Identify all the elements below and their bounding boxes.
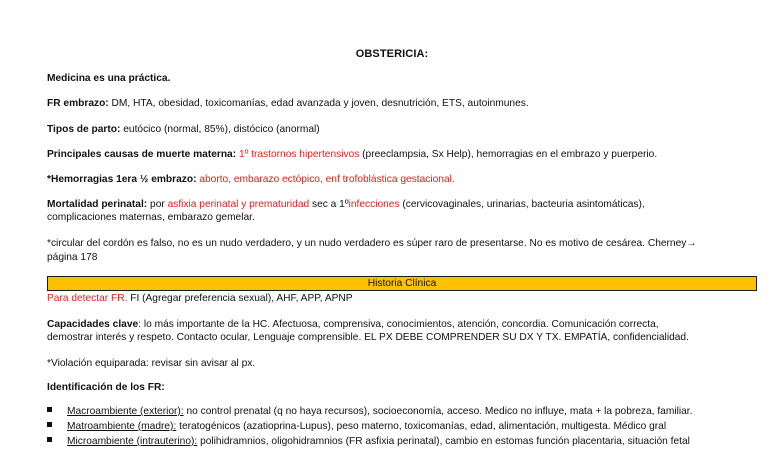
- paragraph-fr-embarazo: [47, 97, 747, 111]
- detectar-text: FI (Agregar preferencia sexual), AHF, APP, APNP: [127, 293, 353, 304]
- mort-label: Mortalidad perinatal:: [47, 199, 148, 210]
- capac-t1: : lo más importante de la HC. Afectuosa, comprensiva, conocimientos, atención, concordia. Comunicación correcta,: [138, 319, 659, 330]
- page-title: OBSTERICIA:: [355, 48, 429, 60]
- section-banner: Historia Clínica: [47, 276, 757, 291]
- bullet-text: polihidramnios, oligohidramnios (FR asfixia perinatal), cambio en estomas función placentaria, situación fetal: [197, 436, 690, 447]
- bullet-icon: [47, 407, 52, 412]
- bullet-text: no control prenatal (q no haya recursos), socioeconomía, acceso. Medico no influye, mata + la pobreza, familiar.: [183, 406, 693, 417]
- paragraph-mortalidad: [47, 198, 747, 212]
- bullet-label: Macroambiente (exterior):: [67, 406, 184, 417]
- paragraph-causas-muerte: [47, 148, 747, 162]
- list-item: [47, 435, 767, 449]
- paragraph-hemorragias: [47, 173, 747, 187]
- hemo-label: *Hemorragias 1era ½ embrazo:: [47, 174, 197, 185]
- paragraph-medicina: Medicina es una práctica.: [47, 73, 171, 84]
- detectar-red: Para detectar FR.: [47, 293, 128, 304]
- list-item: [47, 420, 767, 434]
- mort-red2: infecciones: [348, 199, 400, 210]
- parto-label: Tipos de parto:: [47, 124, 121, 135]
- paragraph-detectar: [47, 292, 747, 306]
- mort-t3: (cervicovaginales, urinarias, bacteuria asintomáticas),: [399, 199, 645, 210]
- paragraph-cordon: *circular del cordón es falso, no es un nudo verdadero, y un nudo verdadero es súper raro de presentarse. No es motivo de cesárea. Cherney→: [47, 238, 697, 249]
- bullet-icon: [47, 422, 52, 427]
- mort-t2: sec a 1º: [309, 199, 349, 210]
- causas-text: (preeclampsia, Sx Help), hemorragias en el embrazo y puerperio.: [359, 149, 658, 160]
- paragraph-tipos-parto: [47, 123, 747, 137]
- mort-red1: asfixia perinatal y prematuridad: [167, 199, 310, 210]
- bullet-label: Microambiente (intrauterino):: [67, 436, 198, 447]
- hemo-red: aborto, embarazo ectópico, enf trofoblástica gestacional.: [196, 174, 455, 185]
- parto-text: eutócico (normal, 85%), distócico (anormal): [120, 124, 320, 135]
- paragraph-violacion: *Violación equiparada: revisar sin avisar al px.: [47, 358, 256, 369]
- paragraph-identificacion: Identificación de los FR:: [47, 382, 165, 393]
- causas-label: Principales causas de muerte materna:: [47, 149, 237, 160]
- fr-label: FR embrazo:: [47, 98, 109, 109]
- paragraph-mortalidad-line2: complicaciones maternas, embarazo gemelar.: [47, 212, 255, 223]
- bullet-icon: [47, 437, 52, 442]
- paragraph-cordon-line2: página 178: [47, 252, 98, 263]
- paragraph-capacidades: [47, 318, 747, 332]
- fr-text: DM, HTA, obesidad, toxicomanías, edad avanzada y joven, desnutrición, ETS, autoinmunes.: [108, 98, 529, 109]
- list-item: [47, 405, 767, 419]
- bullet-text: teratogénicos (azatioprina-Lupus), peso materno, toxicomanías, edad, alimentación, multigesta. Médico gral: [176, 421, 667, 432]
- paragraph-capacidades-line2: demostrar interés y respeto. Contacto ocular, Lenguaje comprensible. EL PX DEBE COMPRENDER SU DX Y TX. EMPATÍA, confidencialidad.: [47, 332, 689, 343]
- bullet-label: Matroambiente (madre):: [67, 421, 177, 432]
- causas-red: 1º trastornos hipertensivos: [236, 149, 360, 160]
- capac-label: Capacidades clave: [47, 319, 139, 330]
- mort-t1: por: [147, 199, 168, 210]
